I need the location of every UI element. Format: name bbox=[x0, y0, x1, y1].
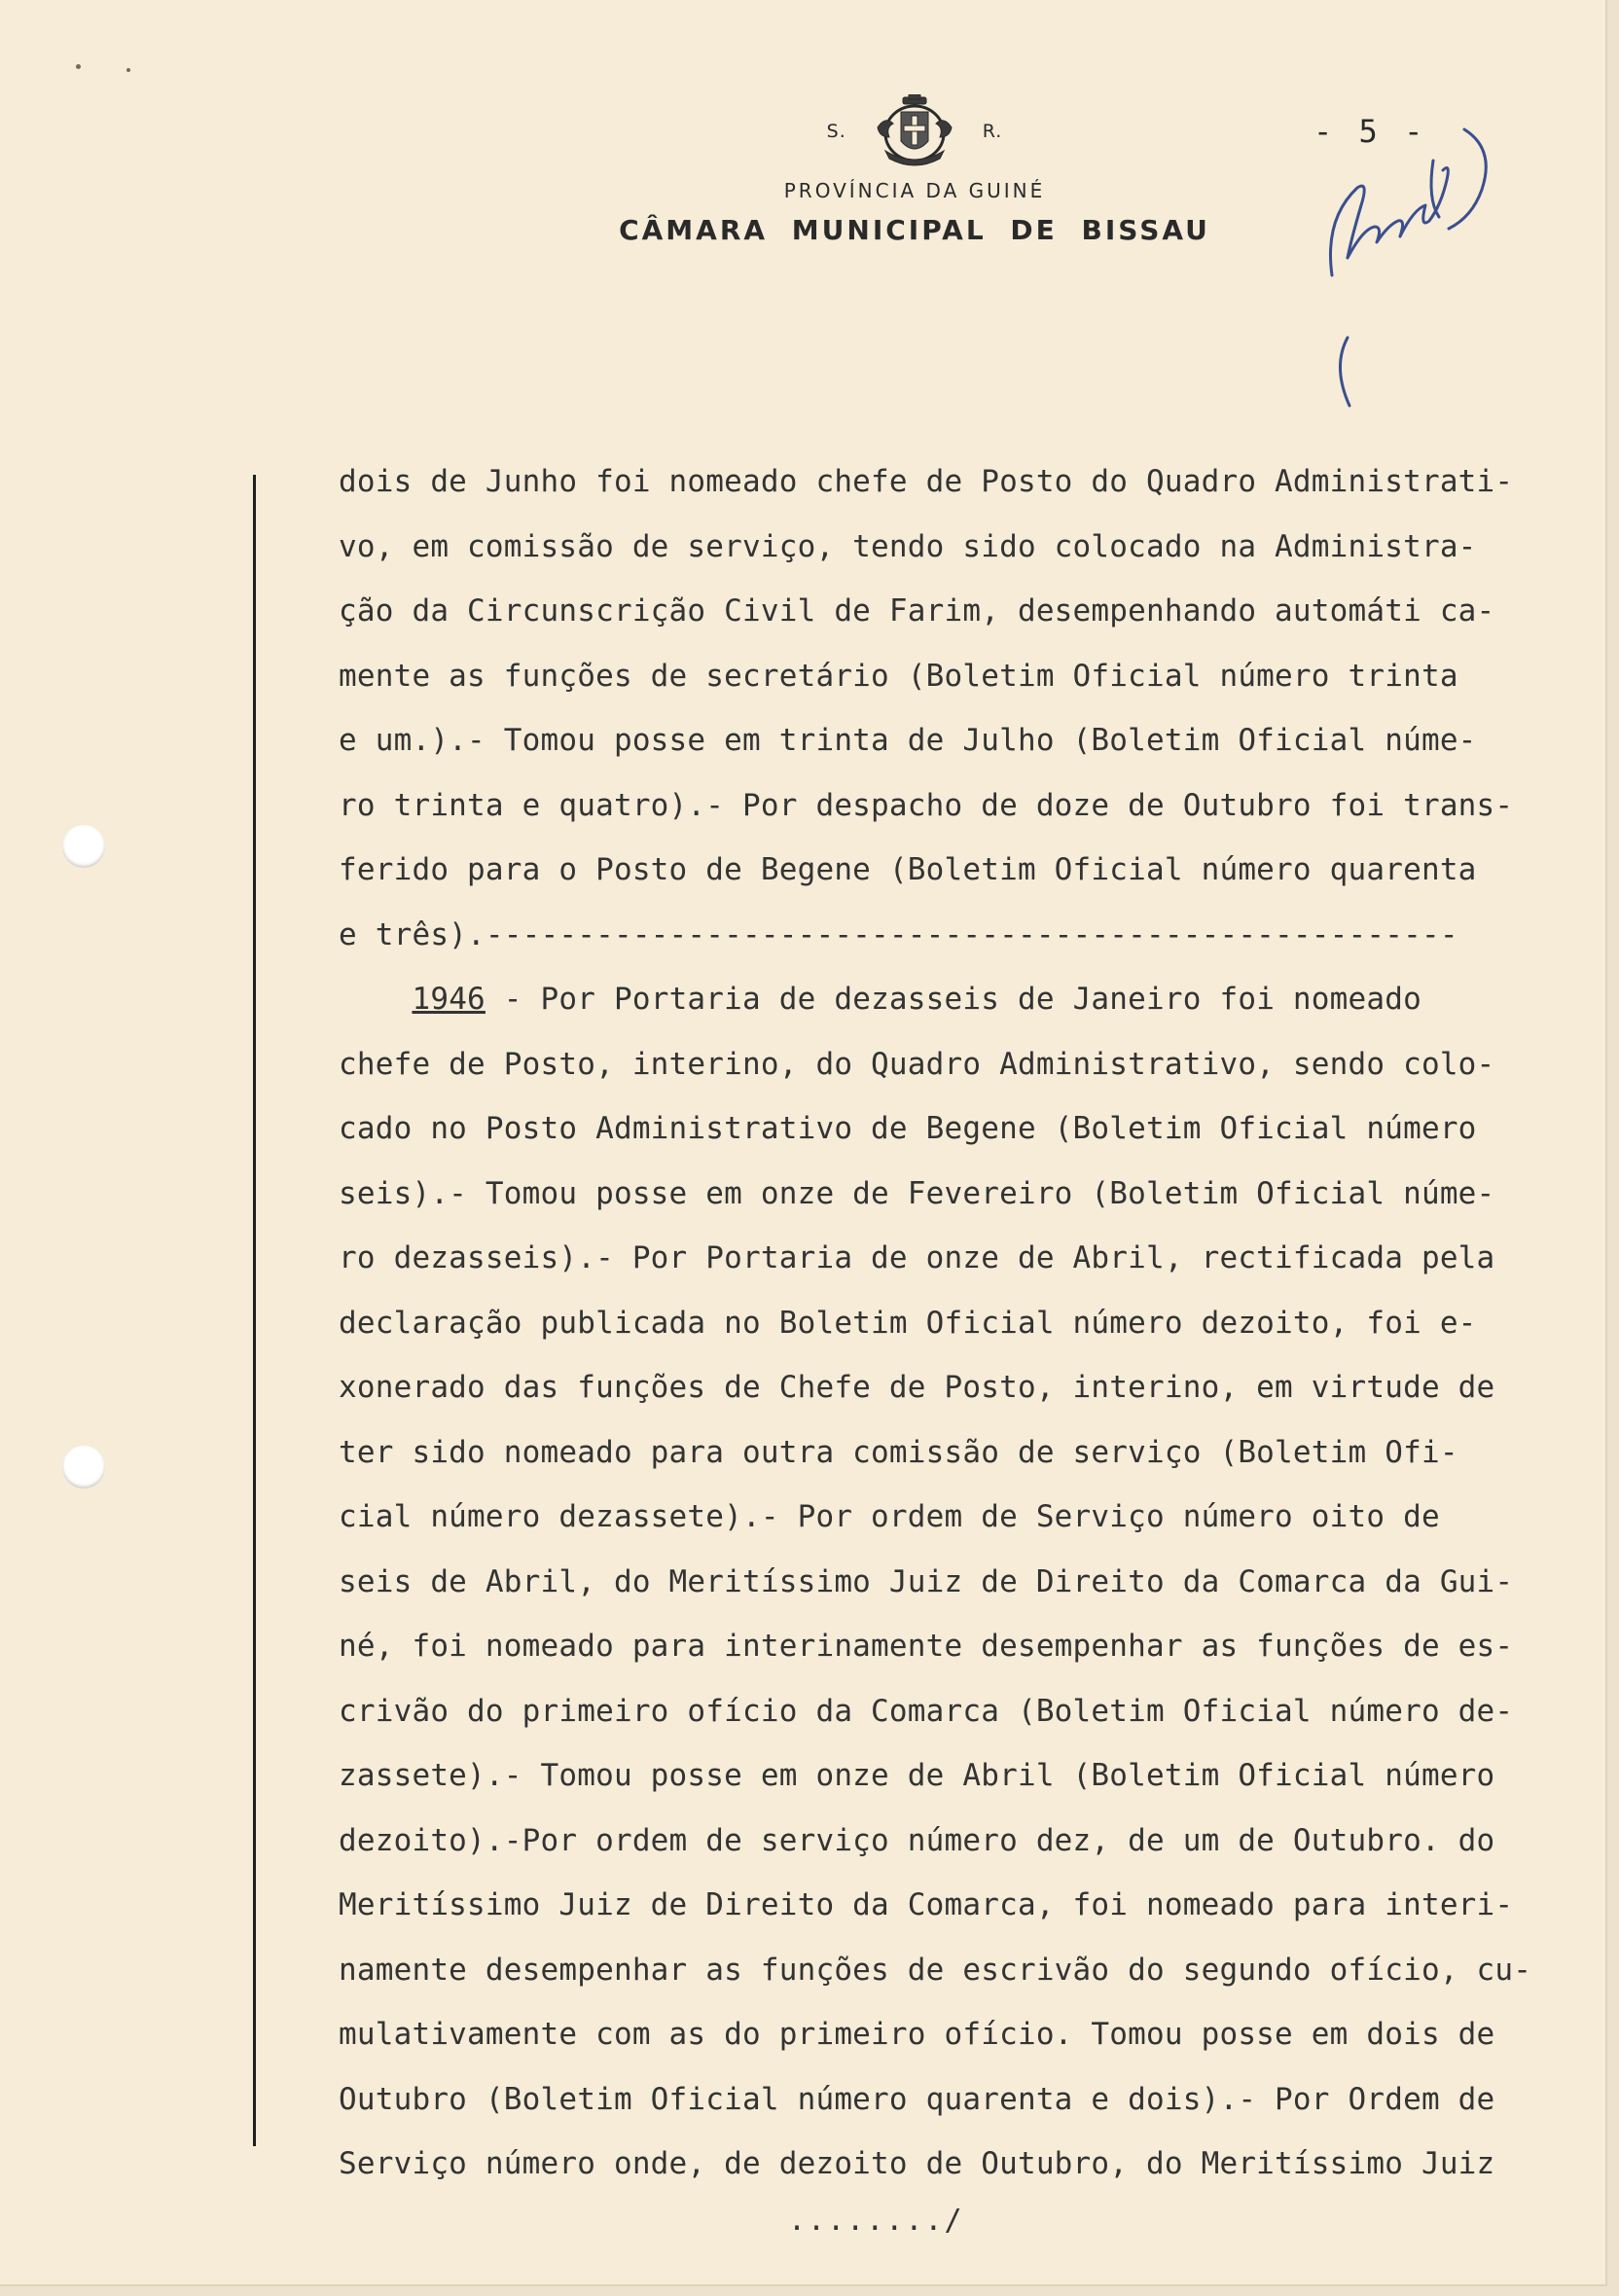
body-line: ferido para o Posto de Begene (Boletim Oficial número quarenta bbox=[339, 852, 1477, 887]
body-line: mente as funções de secretário (Boletim Oficial número trinta bbox=[339, 658, 1458, 694]
paper-speck bbox=[126, 68, 130, 72]
indent bbox=[339, 982, 412, 1017]
body-line: dezoito).-Por ordem de serviço número dez, de um de Outubro. do bbox=[339, 1822, 1495, 1858]
body-line: seis).- Tomou posse em onze de Fevereiro (Boletim Oficial núme- bbox=[339, 1175, 1495, 1211]
body-line: Meritíssimo Juiz de Direito da Comarca, foi nomeado para interi- bbox=[339, 1887, 1514, 1922]
body-line: seis de Abril, do Meritíssimo Juiz de Direito da Comarca da Gui- bbox=[339, 1563, 1514, 1599]
letterhead bbox=[584, 88, 1245, 246]
body-line: vo, em comissão de serviço, tendo sido colocado na Administra- bbox=[339, 528, 1477, 564]
body-line: né, foi nomeado para interinamente desempenhar as funções de es- bbox=[339, 1629, 1514, 1664]
paragraph-first-line bbox=[339, 967, 1584, 1032]
council-name: CÂMARA MUNICIPAL DE BISSAU bbox=[619, 214, 1210, 246]
body-line: declaração publicada no Boletim Oficial número dezoito, foi e- bbox=[339, 1305, 1477, 1341]
body-line: ro dezasseis).- Por Portaria de onze de Abril, rectificada pela bbox=[339, 1240, 1495, 1275]
body-line-rest: - Por Portaria de dezasseis de Janeiro foi nomeado bbox=[485, 982, 1421, 1017]
province-name: PROVÍNCIA DA GUINÉ bbox=[783, 179, 1046, 202]
body-line: Outubro (Boletim Oficial número quarenta e dois).- Por Ordem de bbox=[339, 2081, 1495, 2117]
body-line: ção da Circunscrição Civil de Farim, desempenhando automáti ca- bbox=[339, 593, 1495, 628]
body-line: cado no Posto Administrativo de Begene (Boletim Oficial número bbox=[339, 1111, 1477, 1146]
body-line: namente desempenhar as funções de escrivão do segundo ofício, cu- bbox=[339, 1952, 1532, 1988]
seal-row bbox=[584, 88, 1245, 175]
seal-left-letter: S. bbox=[826, 121, 846, 142]
punch-hole-bottom bbox=[62, 1446, 105, 1489]
page-number: - 5 - bbox=[1313, 113, 1427, 150]
coat-of-arms-seal-icon bbox=[872, 94, 957, 168]
body-line: Serviço número onde, de dezoito de Outubro, do Meritíssimo Juiz bbox=[339, 2146, 1495, 2181]
seal-right-letter: R. bbox=[982, 121, 1003, 142]
body-line: xonerado das funções de Chefe de Posto, interino, em virtude de bbox=[339, 1370, 1495, 1405]
body-line: zassete).- Tomou posse em onze de Abril (Boletim Oficial número bbox=[339, 1758, 1495, 1793]
body-line: ter sido nomeado para outra comissão de serviço (Boletim Ofi- bbox=[339, 1434, 1458, 1470]
year-heading: 1946 bbox=[412, 982, 486, 1017]
handwritten-signature bbox=[1318, 112, 1523, 413]
body-line: mulativamente com as do primeiro ofício. Tomou posse em dois de bbox=[339, 2017, 1495, 2052]
margin-rule bbox=[253, 475, 256, 2146]
body-line: e três).----------------------------------------------------- bbox=[339, 916, 1458, 952]
body-line: e um.).- Tomou posse em trinta de Julho (Boletim Oficial núme- bbox=[339, 723, 1477, 758]
body-line: ro trinta e quatro).- Por despacho de doze de Outubro foi trans- bbox=[339, 787, 1514, 823]
continuation-mark: ......../ bbox=[788, 2204, 964, 2238]
document-body bbox=[339, 449, 1584, 2197]
body-line: chefe de Posto, interino, do Quadro Administrativo, sendo colo- bbox=[339, 1046, 1495, 1082]
body-line: cial número dezassete).- Por ordem de Serviço número oito de bbox=[339, 1499, 1440, 1534]
body-line: dois de Junho foi nomeado chefe de Posto do Quadro Administrati- bbox=[339, 464, 1514, 499]
body-line: crivão do primeiro ofício da Comarca (Boletim Oficial número de- bbox=[339, 1693, 1514, 1729]
punch-hole-top bbox=[62, 825, 105, 868]
paper-speck bbox=[76, 64, 81, 69]
